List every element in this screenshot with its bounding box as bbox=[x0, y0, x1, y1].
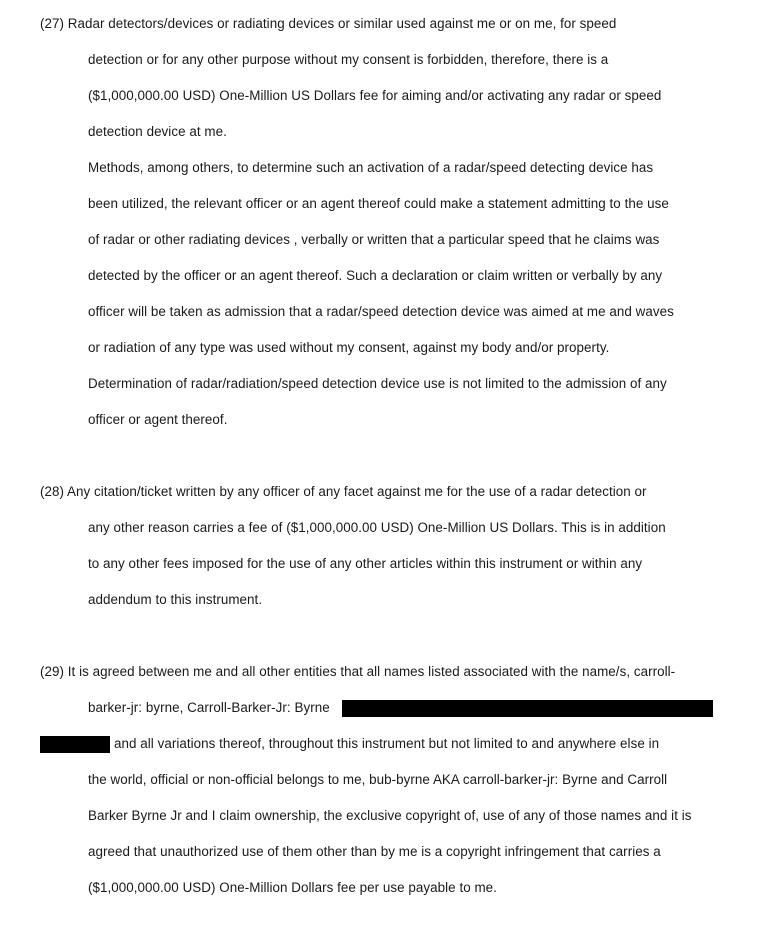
clause-27-line-3: ($1,000,000.00 USD) One-Million US Dollars fee for aiming and/or activating any radar or speed bbox=[88, 88, 662, 103]
clause-27-line-11: Determination of radar/radiation/speed detection device use is not limited to the admission of any bbox=[88, 376, 667, 391]
clause-28-line-4: addendum to this instrument. bbox=[88, 592, 263, 607]
clause-27-line-2: detection or for any other purpose without my consent is forbidden, therefore, there is a bbox=[88, 52, 609, 67]
clause-28-line-3: to any other fees imposed for the use of any other articles within this instrument or within any bbox=[88, 556, 643, 571]
clause-28-line-2: any other reason carries a fee of ($1,000,000.00 USD) One-Million US Dollars. This is in addition bbox=[88, 520, 666, 535]
clause-29-line-5: Barker Byrne Jr and I claim ownership, the exclusive copyright of, use of any of those names and it is bbox=[88, 808, 692, 823]
clause-27-line-9: officer will be taken as admission that a radar/speed detection device was aimed at me and waves bbox=[88, 304, 674, 319]
clause-29-line-4: the world, official or non-official belongs to me, bub-byrne AKA carroll-barker-jr: Byrne and Carroll bbox=[88, 772, 668, 787]
clause-27-line-1: (27) Radar detectors/devices or radiating devices or similar used against me or on me, for speed bbox=[40, 16, 617, 31]
clause-29-line-7: ($1,000,000.00 USD) One-Million Dollars fee per use payable to me. bbox=[88, 880, 497, 895]
redaction-bar-2 bbox=[40, 736, 110, 753]
clause-27-line-12: officer or agent thereof. bbox=[88, 412, 228, 427]
clause-29-line-3: and all variations thereof, throughout this instrument but not limited to and anywhere else in bbox=[114, 736, 660, 751]
clause-27-line-7: of radar or other radiating devices , verbally or written that a particular speed that he claims was bbox=[88, 232, 660, 247]
clause-27-line-6: been utilized, the relevant officer or an agent thereof could make a statement admitting to the use bbox=[88, 196, 669, 211]
clause-27-line-10: or radiation of any type was used without my consent, against my body and/or property. bbox=[88, 340, 610, 355]
redaction-bar-1 bbox=[342, 700, 713, 717]
clause-27-line-8: detected by the officer or an agent thereof. Such a declaration or claim written or verbally by any bbox=[88, 268, 663, 283]
clause-27-line-4: detection device at me. bbox=[88, 124, 227, 139]
clause-29-line-2: barker-jr: byrne, Carroll-Barker-Jr: Byrne bbox=[88, 700, 330, 715]
clause-29-line-6: agreed that unauthorized use of them other than by me is a copyright infringement that carries a bbox=[88, 844, 661, 859]
clause-29-line-1: (29) It is agreed between me and all other entities that all names listed associated with the name/s, carroll- bbox=[40, 664, 676, 679]
clause-28-line-1: (28) Any citation/ticket written by any officer of any facet against me for the use of a radar detection or bbox=[40, 484, 647, 499]
clause-27-line-5: Methods, among others, to determine such an activation of a radar/speed detecting device has bbox=[88, 160, 654, 175]
